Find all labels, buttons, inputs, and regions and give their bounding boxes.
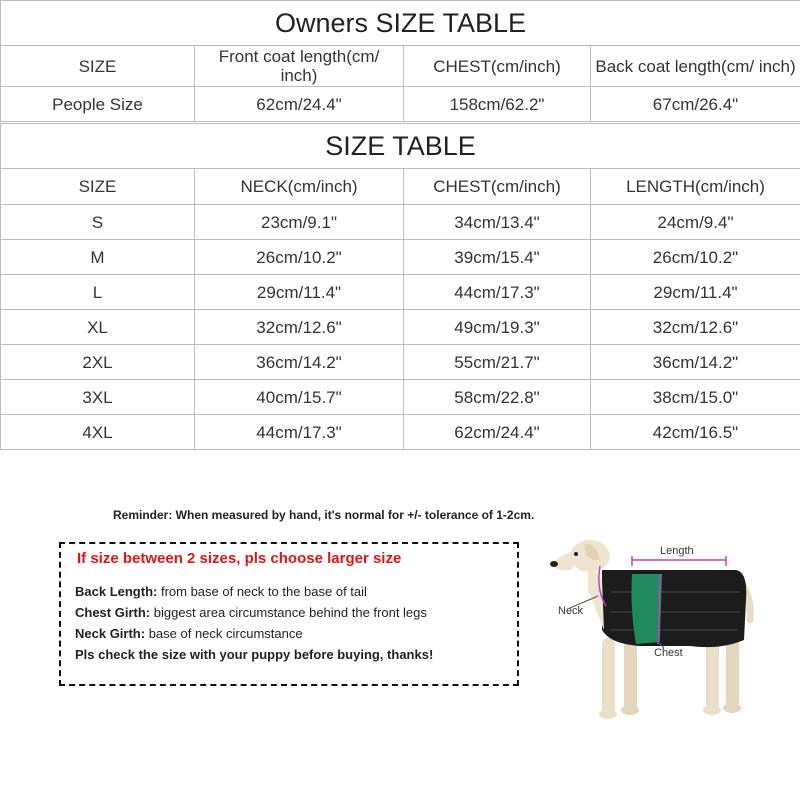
size-cell: XL [1, 310, 195, 345]
table-cell: 32cm/12.6" [195, 310, 404, 345]
length-label: Length [660, 545, 694, 557]
table-cell: 49cm/19.3" [404, 310, 591, 345]
table-cell: 42cm/16.5" [591, 415, 800, 450]
header-cell: NECK(cm/inch) [195, 169, 404, 205]
size-table-header-row [1, 169, 800, 205]
header-cell: SIZE [1, 169, 195, 205]
table-row [1, 87, 800, 122]
note-heading: If size between 2 sizes, pls choose larger size [77, 550, 402, 567]
note-text: from base of neck to the base of tail [157, 584, 367, 599]
table-row [1, 415, 800, 450]
size-cell: 3XL [1, 380, 195, 415]
size-cell: 2XL [1, 345, 195, 380]
table-cell: 29cm/11.4" [591, 275, 800, 310]
dog-size-table [0, 123, 800, 450]
table-cell: 26cm/10.2" [195, 240, 404, 275]
table-cell: 38cm/15.0" [591, 380, 800, 415]
note-text: base of neck circumstance [145, 626, 303, 641]
table-cell: 67cm/26.4" [591, 87, 800, 122]
table-cell: 40cm/15.7" [195, 380, 404, 415]
table-cell: 62cm/24.4" [404, 415, 591, 450]
table-cell: 44cm/17.3" [404, 275, 591, 310]
table-cell: 23cm/9.1" [195, 205, 404, 240]
table-cell: 44cm/17.3" [195, 415, 404, 450]
table-cell: 32cm/12.6" [591, 310, 800, 345]
table-cell: 24cm/9.4" [591, 205, 800, 240]
table-cell: 36cm/14.2" [195, 345, 404, 380]
header-cell: SIZE [1, 46, 195, 87]
owners-size-table [0, 0, 800, 122]
owners-table-header-row [1, 46, 800, 87]
table-row [1, 240, 800, 275]
table-cell: 58cm/22.8" [404, 380, 591, 415]
note-text: biggest area circumstance behind the front legs [150, 605, 427, 620]
table-cell: People Size [1, 87, 195, 122]
header-cell: CHEST(cm/inch) [404, 46, 591, 87]
table-row [1, 205, 800, 240]
note-back-length [75, 584, 367, 599]
chest-label: Chest [654, 647, 683, 659]
note-label: Chest Girth: [75, 605, 151, 620]
size-note-box [59, 542, 519, 686]
size-cell: L [1, 275, 195, 310]
reminder-text: Reminder: When measured by hand, it's normal for +/- tolerance of 1-2cm. [113, 508, 535, 522]
table-cell: 34cm/13.4" [404, 205, 591, 240]
note-final: Pls check the size with your puppy before buying, thanks! [75, 647, 434, 662]
size-cell: 4XL [1, 415, 195, 450]
note-chest-girth [75, 605, 427, 620]
neck-label: Neck [558, 605, 584, 617]
size-cell: S [1, 205, 195, 240]
table-cell: 55cm/21.7" [404, 345, 591, 380]
table-cell: 62cm/24.4" [195, 87, 404, 122]
table-cell: 29cm/11.4" [195, 275, 404, 310]
note-label: Back Length: [75, 584, 158, 599]
header-cell: Back coat length(cm/ inch) [591, 46, 800, 87]
header-cell: LENGTH(cm/inch) [591, 169, 800, 205]
note-neck-girth [75, 626, 303, 641]
table-row [1, 345, 800, 380]
table-cell: 36cm/14.2" [591, 345, 800, 380]
table-row [1, 275, 800, 310]
table-cell: 26cm/10.2" [591, 240, 800, 275]
size-cell: M [1, 240, 195, 275]
table-row [1, 380, 800, 415]
table-row [1, 310, 800, 345]
dog-illustration [540, 530, 790, 730]
owners-table-title: Owners SIZE TABLE [1, 1, 800, 46]
header-cell: CHEST(cm/inch) [404, 169, 591, 205]
header-cell: Front coat length(cm/ inch) [195, 46, 404, 87]
size-table-title: SIZE TABLE [1, 124, 800, 169]
note-label: Neck Girth: [75, 626, 146, 641]
table-cell: 158cm/62.2" [404, 87, 591, 122]
dog-measurement-figure [540, 530, 790, 730]
table-cell: 39cm/15.4" [404, 240, 591, 275]
